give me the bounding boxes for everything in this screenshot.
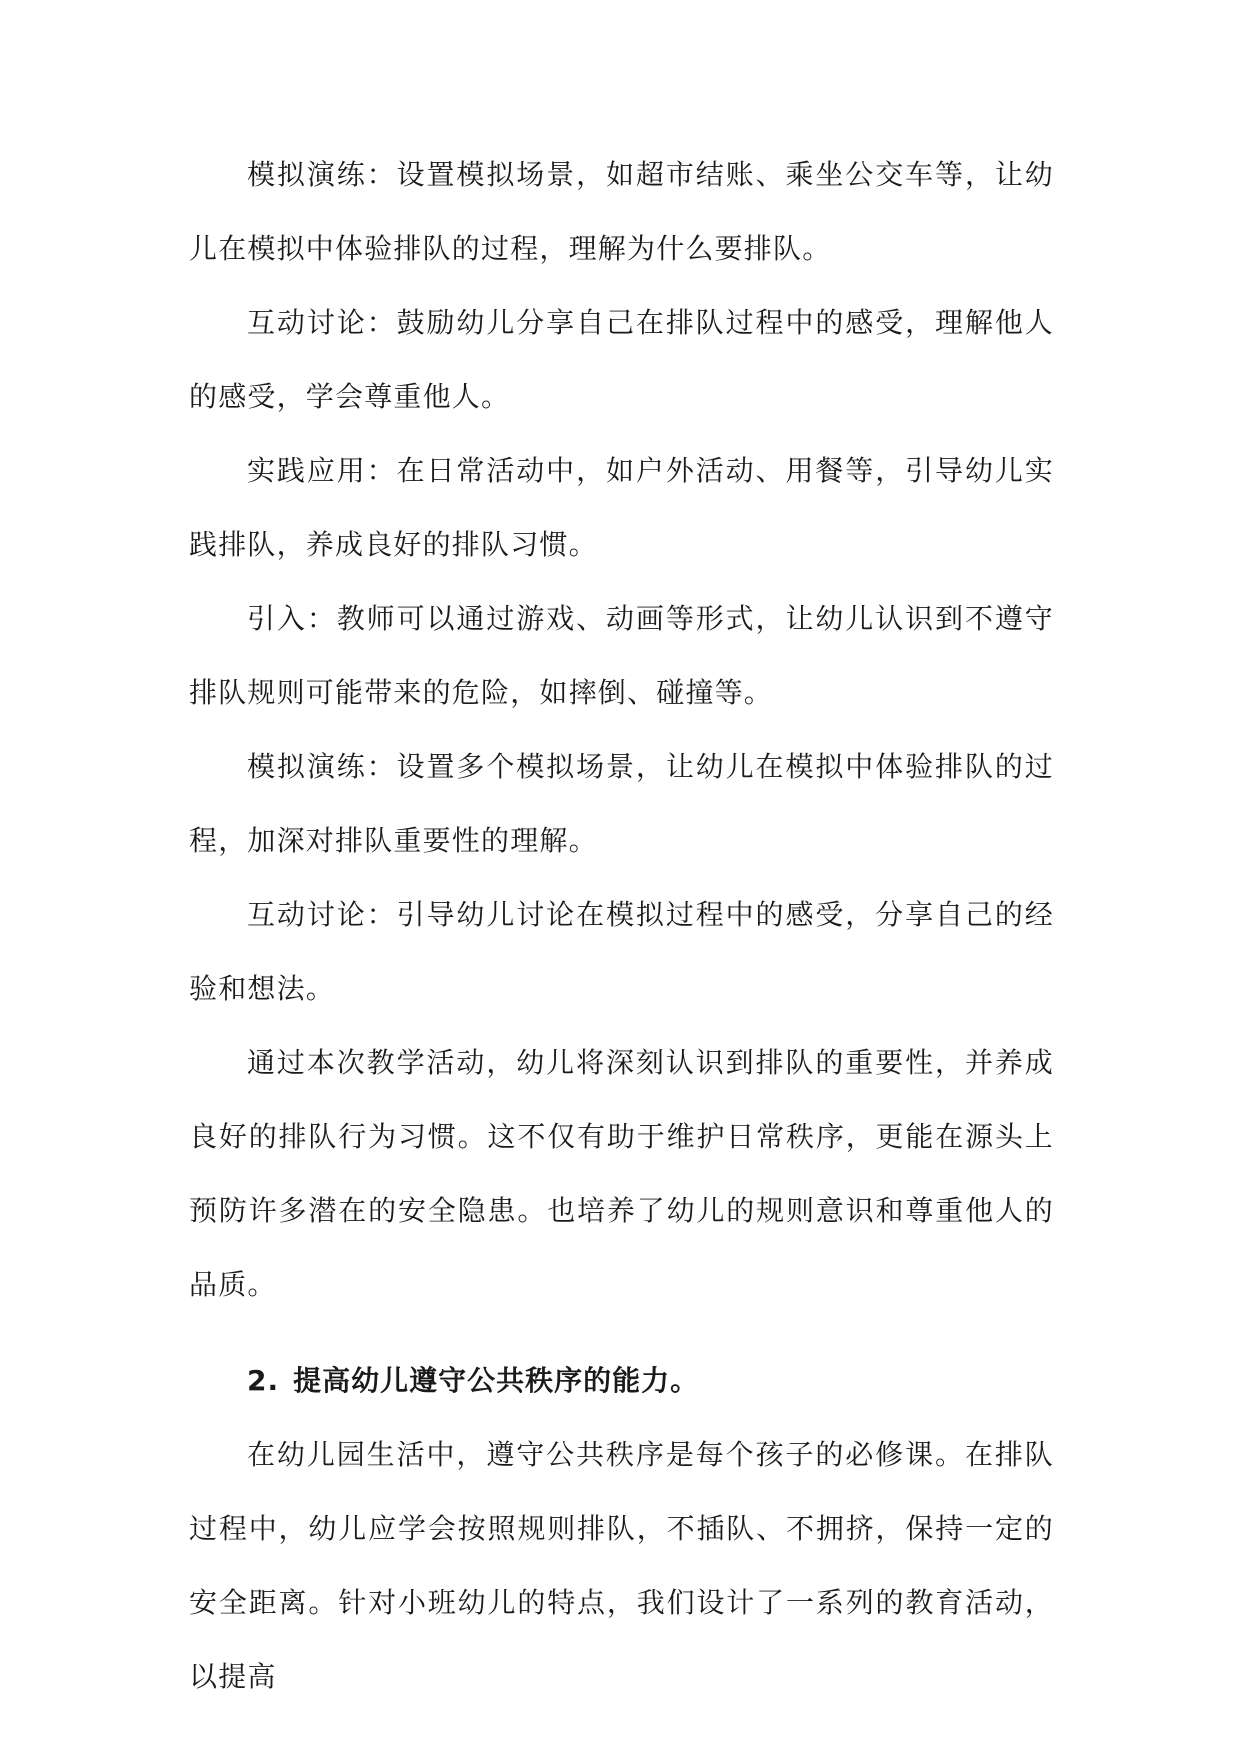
document-body xyxy=(189,138,1054,1714)
section-title: 提高幼儿遵守公共秩序的能力。 xyxy=(293,1364,700,1397)
paragraph-introduction: 引入：教师可以通过游戏、动画等形式，让幼儿认识到不遵守排队规则可能带来的危险，如摔倒、碰撞等。 xyxy=(189,602,1054,709)
paragraph-simulation-drill: 模拟演练：设置模拟场景，如超市结账、乘坐公交车等，让幼儿在模拟中体验排队的过程，理解为什么要排队。 xyxy=(189,158,1054,265)
paragraph-public-order: 在幼儿园生活中，遵守公共秩序是每个孩子的必修课。在排队过程中，幼儿应学会按照规则排队，不插队、不拥挤，保持一定的安全距离。针对小班幼儿的特点，我们设计了一系列的教育活动，以提高 xyxy=(189,1438,1054,1693)
paragraph-interactive-discussion: 互动讨论：鼓励幼儿分享自己在排队过程中的感受，理解他人的感受，学会尊重他人。 xyxy=(189,306,1054,413)
paragraph-simulation-drill-multiple: 模拟演练：设置多个模拟场景，让幼儿在模拟中体验排队的过程，加深对排队重要性的理解。 xyxy=(189,750,1054,857)
paragraph-practice-application: 实践应用：在日常活动中，如户外活动、用餐等，引导幼儿实践排队，养成良好的排队习惯。 xyxy=(189,454,1054,561)
paragraph-summary: 通过本次教学活动，幼儿将深刻认识到排队的重要性，并养成良好的排队行为习惯。这不仅有助于维护日常秩序，更能在源头上预防许多潜在的安全隐患。也培养了幼儿的规则意识和尊重他人的品质。 xyxy=(189,1046,1054,1301)
section-heading xyxy=(189,1344,1054,1418)
paragraph-discussion-guided: 互动讨论：引导幼儿讨论在模拟过程中的感受，分享自己的经验和想法。 xyxy=(189,898,1054,1005)
section-number: 2. xyxy=(247,1364,280,1397)
